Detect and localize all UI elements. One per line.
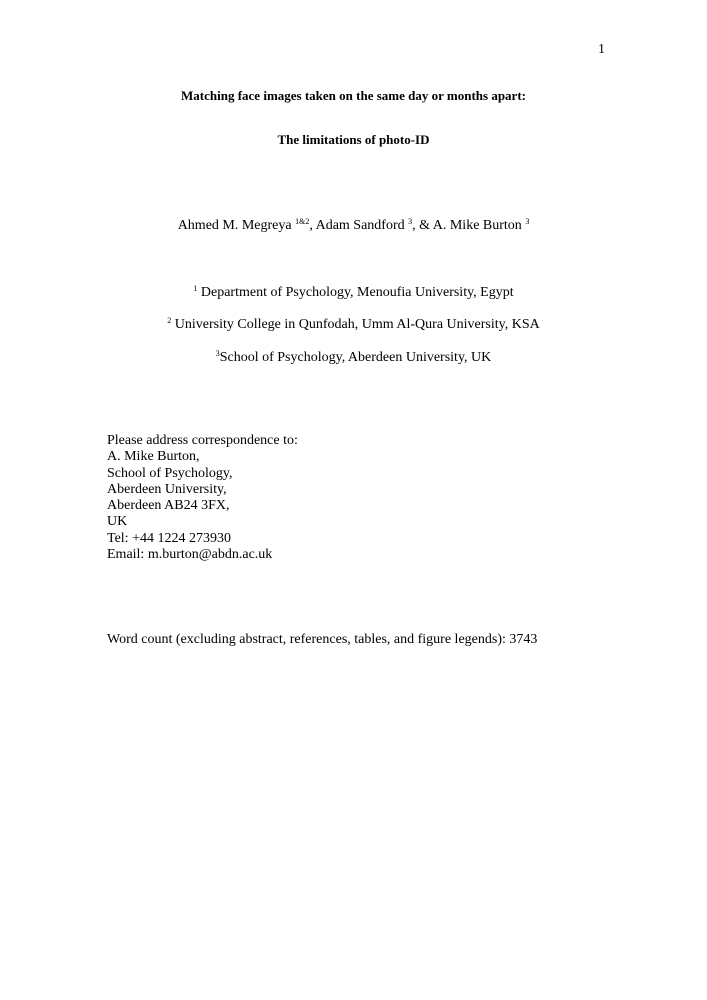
- affiliation-superscript: 3: [215, 349, 220, 358]
- author-name: A. Mike Burton: [432, 218, 522, 233]
- correspondence-line: Tel: +44 1224 273930: [107, 530, 231, 546]
- author-separator: ,: [309, 218, 316, 233]
- affiliation-superscript: 2: [167, 316, 172, 325]
- affiliation-3: [0, 350, 707, 366]
- correspondence-line: A. Mike Burton,: [107, 449, 200, 465]
- affiliation-1: [0, 285, 707, 301]
- correspondence-line: UK: [107, 514, 128, 530]
- author-name: Ahmed M. Megreya: [177, 218, 292, 233]
- title-line-1: Matching face images taken on the same day or months apart:: [181, 88, 526, 103]
- correspondence-line: Aberdeen University,: [107, 481, 227, 497]
- affiliation-text: School of Psychology, Aberdeen University, UK: [219, 350, 492, 365]
- page-number: 1: [598, 42, 605, 57]
- word-count: Word count (excluding abstract, references, tables, and figure legends): 3743: [107, 632, 538, 647]
- correspondence-email: Email: m.burton@abdn.ac.uk: [107, 547, 273, 563]
- correspondence-block: [107, 433, 298, 563]
- affiliation-superscript: 1: [193, 284, 198, 293]
- correspondence-heading: Please address correspondence to:: [107, 433, 298, 448]
- author-separator: , &: [412, 218, 433, 233]
- affiliation-2: [0, 317, 707, 333]
- author-name: Adam Sandford: [315, 218, 405, 233]
- author-line: [0, 218, 707, 234]
- title-line-2: The limitations of photo-ID: [277, 132, 430, 147]
- affiliation-text: Department of Psychology, Menoufia University, Egypt: [200, 285, 514, 300]
- correspondence-line: Aberdeen AB24 3FX,: [107, 498, 230, 514]
- author-superscript: 3: [525, 217, 530, 226]
- author-superscript: 3: [408, 217, 413, 226]
- correspondence-line: School of Psychology,: [107, 465, 233, 481]
- affiliation-text: University College in Qunfodah, Umm Al-Qura University, KSA: [174, 317, 540, 332]
- author-superscript: 1&2: [295, 217, 310, 226]
